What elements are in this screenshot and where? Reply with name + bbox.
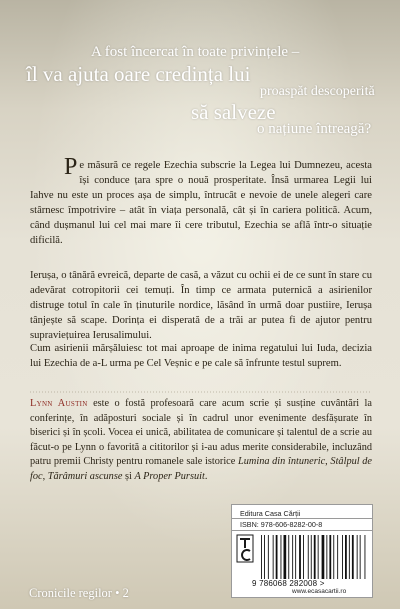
barcode-bar: [357, 535, 358, 579]
barcode-bar: [333, 535, 334, 579]
bio-end: .: [204, 470, 208, 482]
isbn: ISBN: 978-606-8282-00-8: [240, 520, 323, 529]
tagline-line-2: îl va ajuta oare credința lui: [26, 62, 251, 86]
barcode-bar: [268, 535, 269, 579]
barcode-bar: [284, 535, 287, 579]
barcode-bar: [292, 535, 293, 579]
barcode-bar: [288, 535, 289, 579]
barcode-bar: [314, 535, 316, 579]
barcode-bar: [342, 535, 343, 579]
publisher-name: Editura Casa Cărții: [240, 509, 301, 518]
book-title-1: Lumina din întuneric: [238, 456, 326, 468]
synopsis-paragraph-1-text: e măsură ce regele Ezechia subscrie la Legea lui Dumnezeu, acesta își conduce țara spre o nouă prosperitate. Însă urmarea Legii lui Iahve nu este un proces așa de simplu, întrucât e nevoie de unele alegeri care stârnesc împotrivire – atât în viața personală, cât și în cariera politică. Acum, când dușmanul lui cel mai mare îi cere tributul, Ezechia se află într-o situație dificilă.: [30, 160, 372, 247]
barcode-bar: [311, 535, 312, 579]
barcode-bar: [261, 535, 262, 579]
tagline-line-1: A fost încercat în toate privințele –: [91, 44, 300, 60]
barcode-bar: [329, 535, 331, 579]
barcode-bar: [318, 535, 319, 579]
barcode-bar: [360, 535, 361, 579]
author-bio-text: este o fostă profesoară care acum scrie și susține cuvântări la conferințe, în adăposturi sociale și în cadrul unor evenimente desfășurate în biserici și în școli. Vocea ei unică, abilitatea de comunicare și talentul de a scrie au făcut-o pe Lynn o favorită a cititorilor și i-au adus merite considerabile, incluzând patru premii Christy pentru romanele sale istorice: [30, 398, 372, 468]
tagline-line-3: proaspăt descoperită: [260, 84, 375, 99]
barcode-bar: [264, 535, 265, 579]
barcode-bar: [326, 535, 327, 579]
author-name: Lynn Austin: [30, 398, 88, 409]
barcode-bar: [308, 535, 309, 579]
separator: ,: [325, 456, 331, 468]
barcode-digits: 9 786068 282008 >: [252, 579, 325, 588]
barcode-bar: [349, 535, 350, 579]
publisher-box: [231, 504, 373, 598]
barcode-bar: [299, 535, 301, 579]
divider: [232, 518, 372, 519]
series-label: Cronicile regilor • 2: [29, 586, 129, 600]
separator: și: [122, 470, 135, 482]
author-bio: [30, 397, 372, 485]
divider: [232, 530, 372, 531]
barcode-bar: [322, 535, 325, 579]
barcode-bar: [303, 535, 304, 579]
tagline-line-4: să salveze: [191, 100, 276, 124]
barcode-bar: [281, 535, 282, 579]
separator: ,: [42, 470, 48, 482]
book-title-4: A Proper Pursuit: [134, 470, 205, 482]
drop-cap: P: [64, 154, 78, 180]
barcode-bar: [352, 535, 354, 579]
synopsis-paragraph-2: Ierușa, o tânără evreică, departe de casă, a văzut cu ochii ei de ce sunt în stare cu adevărat cotropitorii cei temuți. În timp ce armata puternică a asirienilor distruge totul în cale în ținuturile nordice, lăsând în urmă doar pustiire, Ierușa tânjește să scape. Dorința ei disperată de a trăi ar putea fi de ajutor pentru supraviețuirea Ierusalimului.: [30, 270, 372, 342]
tagline-line-5: o națiune întreagă?: [257, 121, 372, 137]
synopsis-paragraph-1: [30, 154, 372, 249]
barcode-bar: [273, 535, 274, 579]
barcode-bar: [295, 535, 296, 579]
barcode-bar: [365, 535, 366, 579]
barcode-bar: [337, 535, 338, 579]
barcode-bar: [276, 535, 278, 579]
section-divider: [30, 391, 372, 393]
barcode-bar: [345, 535, 347, 579]
publisher-logo-icon: [236, 534, 254, 564]
barcode: [259, 535, 367, 579]
book-title-3: Tărâmuri ascunse: [47, 470, 123, 482]
synopsis-paragraph-3: Cum asirienii mărșăluiesc tot mai aproape de inima regatului lui Iuda, decizia lui Ezechia de a-L urma pe Cel Veșnic e pe cale să înfrunte testul suprem.: [30, 343, 372, 370]
publisher-url: www.ecasacartii.ro: [292, 588, 347, 595]
book-title-2: Stâlpul de foc: [30, 456, 372, 482]
